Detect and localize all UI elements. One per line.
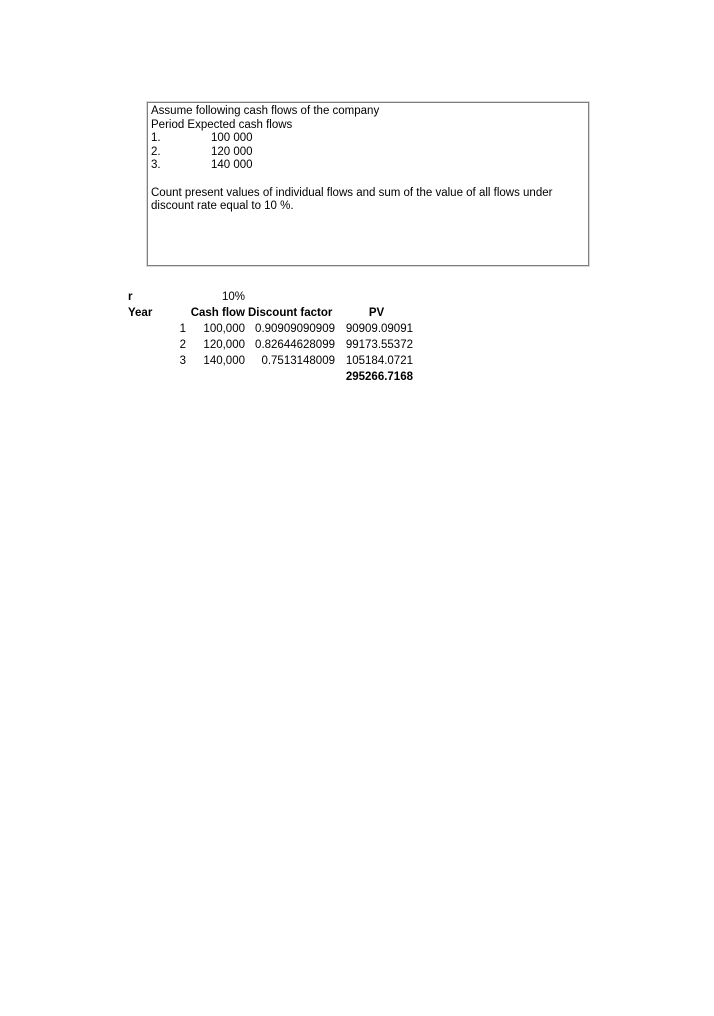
rate-value: 10% — [221, 291, 245, 303]
period-header-line: Period Expected cash flows — [151, 118, 293, 131]
discount-factor-cell: 0.90909090909 — [255, 323, 335, 335]
year-cell: 3 — [179, 355, 186, 367]
pv-cell: 90909.09091 — [345, 323, 413, 335]
discount-factor-cell: 0.7513148009 — [261, 355, 335, 367]
period-cash-flow: 120 000 — [211, 145, 253, 158]
cash-flow-cell: 100,000 — [203, 323, 245, 335]
header-cash-flow: Cash flow — [190, 307, 245, 319]
cash-flow-cell: 140,000 — [203, 355, 245, 367]
total-pv: 295266.7168 — [345, 371, 413, 383]
period-number: 2. — [151, 145, 161, 158]
intro-line: Assume following cash flows of the company — [151, 105, 380, 117]
period-number: 3. — [151, 159, 161, 172]
rate-label: r — [128, 291, 133, 303]
period-cash-flow: 140 000 — [211, 159, 253, 172]
period-cash-flow: 100 000 — [211, 132, 253, 145]
discount-factor-cell: 0.82644628099 — [255, 339, 335, 351]
cash-flow-cell: 120,000 — [203, 339, 245, 351]
header-discount-factor: Discount factor — [248, 307, 333, 319]
period-number: 1. — [151, 132, 161, 145]
header-pv: PV — [368, 307, 385, 319]
pv-cell: 105184.0721 — [345, 355, 413, 367]
year-cell: 1 — [179, 323, 186, 335]
pv-cell: 99173.55372 — [345, 339, 413, 351]
header-year: Year — [128, 307, 153, 319]
task-paragraph: Count present values of individual flows and sum of the value of all flows under discount rate equal to 10 %. — [151, 186, 553, 213]
year-cell: 2 — [179, 339, 186, 351]
